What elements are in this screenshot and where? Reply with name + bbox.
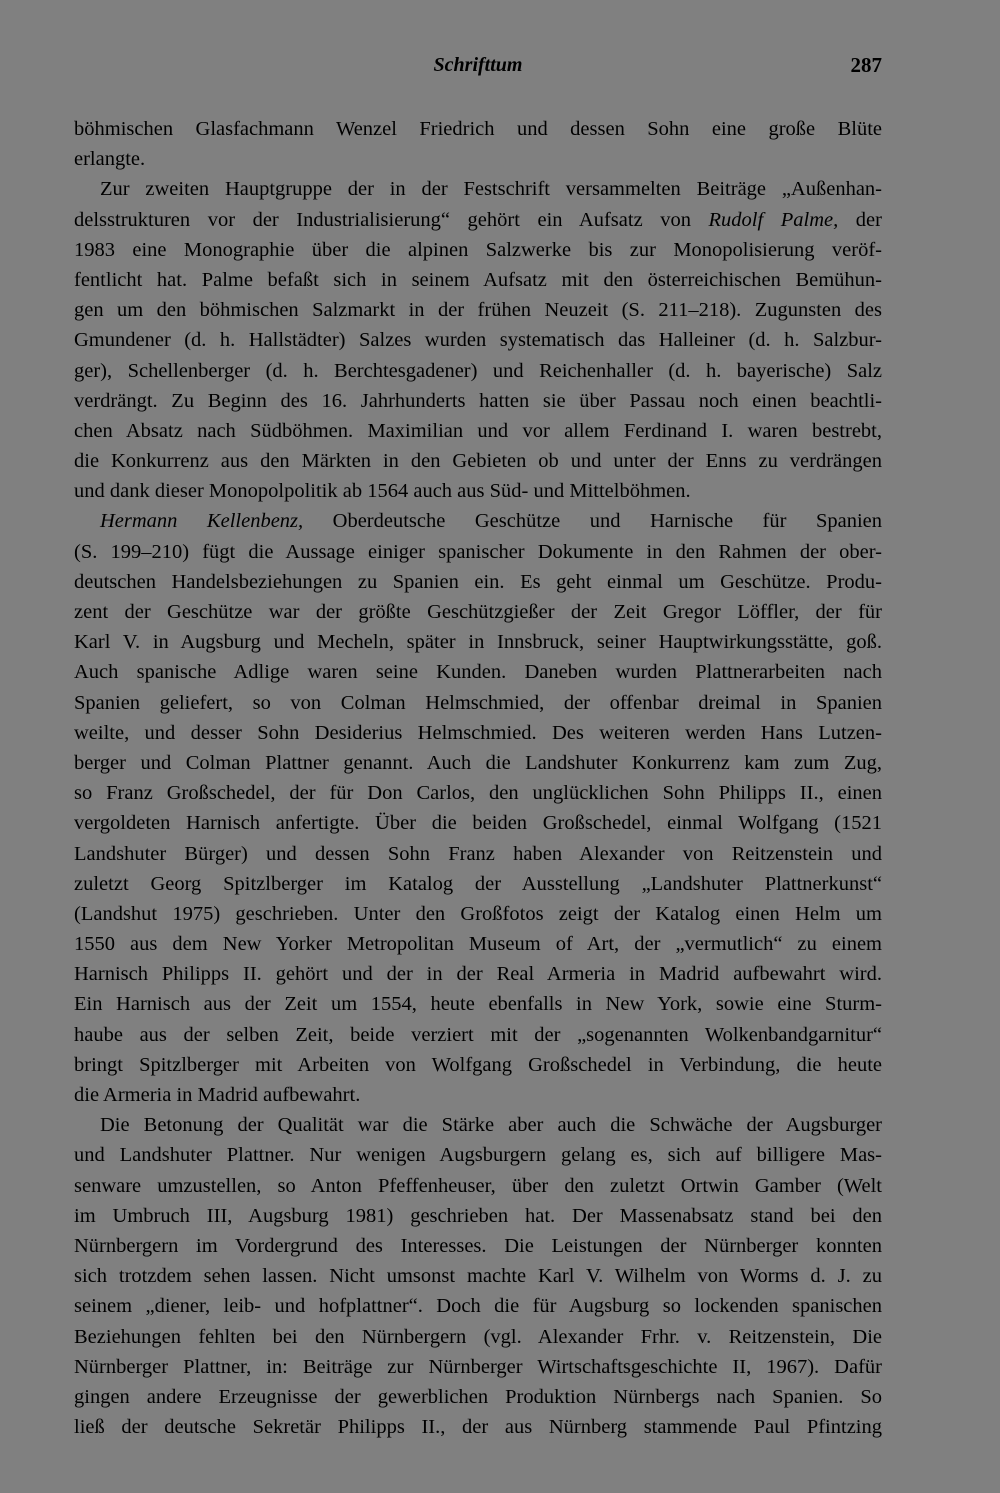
text-segment: die Armeria in Madrid aufbewahrt. xyxy=(74,1084,361,1106)
text-segment: 1550 aus dem New Yorker Metropolitan Museum of Art, der „vermutlich“ zu einem xyxy=(74,933,882,956)
text-line xyxy=(74,205,882,235)
text-line xyxy=(74,235,882,265)
text-line xyxy=(74,1231,882,1261)
text-line xyxy=(74,839,882,869)
text-segment: böhmischen Glasfachmann Wenzel Friedrich und dessen Sohn eine große Blüte xyxy=(74,118,882,140)
text-segment: seinem „diener, leib- und hofplattner“. Doch die für Augsburg so lockenden spanischen xyxy=(74,1295,882,1318)
text-segment: im Umbruch III, Augsburg 1981) geschrieben hat. Der Massenabsatz stand bei den xyxy=(74,1204,882,1227)
text-line xyxy=(74,929,882,959)
text-line xyxy=(74,1201,882,1231)
text-line xyxy=(74,748,882,778)
text-segment: berger und Colman Plattner genannt. Auch die Landshuter Konkurrenz kam zum Zug, xyxy=(74,751,882,774)
text-line xyxy=(74,1171,882,1201)
text-segment: erlangte. xyxy=(74,148,146,171)
text-segment: sich trotzdem sehen lassen. Nicht umsonst machte Karl V. Wilhelm von Worms d. J. zu xyxy=(74,1265,882,1288)
text-line xyxy=(74,295,882,325)
text-segment: Spanien geliefert, so von Colman Helmschmied, der offenbar dreimal in Spanien xyxy=(74,691,882,714)
page-number: 287 xyxy=(850,53,882,77)
text-segment: gingen andere Erzeugnisse der gewerblichen Produktion Nürnbergs nach Spanien. So xyxy=(74,1385,882,1408)
text-segment: Gmundener (d. h. Hallstädter) Salzes wurden systematisch das Halleiner (d. h. Salzbur- xyxy=(74,329,882,352)
text-line xyxy=(74,959,882,989)
text-line xyxy=(74,808,882,838)
text-line xyxy=(74,688,882,718)
text-segment: Oberdeutsche Geschütze und Harnische für Spanien xyxy=(303,510,882,533)
text-line xyxy=(74,989,882,1019)
text-segment: haube aus der selben Zeit, beide verziert mit der „sogenannten Wolkenbandgarnitur“ xyxy=(74,1023,882,1046)
text-line xyxy=(74,1110,882,1140)
text-line xyxy=(74,265,882,295)
text-segment: vergoldeten Harnisch anfertigte. Über die beiden Großschedel, einmal Wolfgang (1521 xyxy=(74,812,882,835)
text-segment: 1983 eine Monographie über die alpinen Salzwerke bis zur Monopolisierung veröf- xyxy=(74,238,882,261)
author-name: Rudolf Palme, xyxy=(708,208,839,231)
text-line xyxy=(74,567,882,597)
text-line xyxy=(74,476,882,506)
text-line xyxy=(74,627,882,657)
text-segment: Zur zweiten Hauptgruppe der in der Festschrift versammelten Beiträge „Außenhan- xyxy=(100,178,882,201)
text-segment: delsstrukturen vor der Industrialisierung“ gehört ein Aufsatz von xyxy=(74,208,709,231)
text-segment: Ein Harnisch aus der Zeit um 1554, heute ebenfalls in New York, sowie eine Sturm- xyxy=(74,993,882,1016)
text-segment: weilte, und desser Sohn Desiderius Helmschmied. Des weiteren werden Hans Lutzen- xyxy=(74,721,882,744)
text-segment: (Landshut 1975) geschrieben. Unter den Großfotos zeigt der Katalog einen Helm um xyxy=(74,902,882,925)
text-line xyxy=(74,386,882,416)
text-line xyxy=(74,1261,882,1291)
text-line xyxy=(74,114,882,144)
text-line xyxy=(74,1352,882,1382)
text-segment: Nürnberger Plattner, in: Beiträge zur Nürnberger Wirtschaftsgeschichte II, 1967). Dafür xyxy=(74,1355,882,1378)
text-segment: der xyxy=(838,208,882,231)
text-line xyxy=(74,1020,882,1050)
text-segment: und dank dieser Monopolpolitik ab 1564 auch aus Süd- und Mittelböhmen. xyxy=(74,480,691,503)
text-line xyxy=(74,899,882,929)
text-line xyxy=(74,1322,882,1352)
text-segment: senware umzustellen, so Anton Pfeffenheuser, über den zuletzt Ortwin Gamber (Welt xyxy=(74,1174,882,1197)
text-line xyxy=(74,1382,882,1412)
text-segment: fentlicht hat. Palme befaßt sich in seinem Aufsatz mit den österreichischen Bemühun- xyxy=(74,268,882,291)
text-segment: Harnisch Philipps II. gehört und der in der Real Armeria in Madrid aufbewahrt wird. xyxy=(74,963,882,986)
text-segment: Nürnbergern im Vordergrund des Interesses. Die Leistungen der Nürnberger konnten xyxy=(74,1234,882,1257)
text-segment: die Konkurrenz aus den Märkten in den Gebieten ob und unter der Enns zu verdrängen xyxy=(74,450,882,473)
text-line xyxy=(74,1080,882,1110)
text-segment: verdrängt. Zu Beginn des 16. Jahrhunderts hatten sie über Passau noch einen beachtli- xyxy=(74,389,882,412)
running-head xyxy=(74,50,882,80)
body-text xyxy=(74,114,882,1442)
text-line xyxy=(74,446,882,476)
text-line xyxy=(74,174,882,204)
text-segment: Die Betonung der Qualität war die Stärke aber auch die Schwäche der Augsburger xyxy=(100,1114,882,1137)
text-segment: Karl V. in Augsburg und Mecheln, später in Innsbruck, seiner Hauptwirkungsstätte, goß. xyxy=(74,631,882,654)
text-line xyxy=(74,1050,882,1080)
text-line xyxy=(74,869,882,899)
text-segment: deutschen Handelsbeziehungen zu Spanien ein. Es geht einmal um Geschütze. Produ- xyxy=(74,570,882,593)
text-line xyxy=(74,1140,882,1170)
text-line xyxy=(74,778,882,808)
text-line xyxy=(74,597,882,627)
text-line xyxy=(74,506,882,536)
text-segment: zent der Geschütze war der größte Geschützgießer der Zeit Gregor Löffler, der für xyxy=(74,601,882,623)
text-segment: bringt Spitzlberger mit Arbeiten von Wolfgang Großschedel in Verbindung, die heute xyxy=(74,1053,882,1076)
text-segment: gen um den böhmischen Salzmarkt in der frühen Neuzeit (S. 211–218). Zugunsten des xyxy=(74,299,882,322)
text-segment: zuletzt Georg Spitzlberger im Katalog der Ausstellung „Landshuter Plattnerkunst“ xyxy=(74,872,882,895)
text-segment: ger), Schellenberger (d. h. Berchtesgadener) und Reichenhaller (d. h. bayerische) Salz xyxy=(74,359,882,382)
text-line xyxy=(74,1291,882,1321)
text-line xyxy=(74,657,882,687)
author-name: Hermann Kellenbenz, xyxy=(100,510,304,533)
text-line xyxy=(74,1412,882,1442)
text-line xyxy=(74,325,882,355)
text-line xyxy=(74,144,882,174)
text-line xyxy=(74,356,882,386)
text-segment: und Landshuter Plattner. Nur wenigen Augsburgern gelang es, sich auf billigere Mas- xyxy=(74,1144,882,1167)
text-segment: so Franz Großschedel, der für Don Carlos, den unglücklichen Sohn Philipps II., einen xyxy=(74,782,882,805)
text-segment: Landshuter Bürger) und dessen Sohn Franz haben Alexander von Reitzenstein und xyxy=(74,842,882,865)
text-line xyxy=(74,537,882,567)
text-line xyxy=(74,718,882,748)
running-title: Schrifttum xyxy=(433,54,523,76)
text-segment: (S. 199–210) fügt die Aussage einiger spanischer Dokumente in den Rahmen der ober- xyxy=(74,540,882,563)
text-segment: ließ der deutsche Sekretär Philipps II., der aus Nürnberg stammende Paul Pfintzing xyxy=(74,1416,882,1439)
text-segment: Auch spanische Adlige waren seine Kunden. Daneben wurden Plattnerarbeiten nach xyxy=(74,661,882,684)
text-segment: chen Absatz nach Südböhmen. Maximilian und vor allem Ferdinand I. waren bestrebt, xyxy=(74,419,882,442)
text-line xyxy=(74,416,882,446)
text-segment: Beziehungen fehlten bei den Nürnbergern (vgl. Alexander Frhr. v. Reitzenstein, Die xyxy=(74,1325,882,1348)
